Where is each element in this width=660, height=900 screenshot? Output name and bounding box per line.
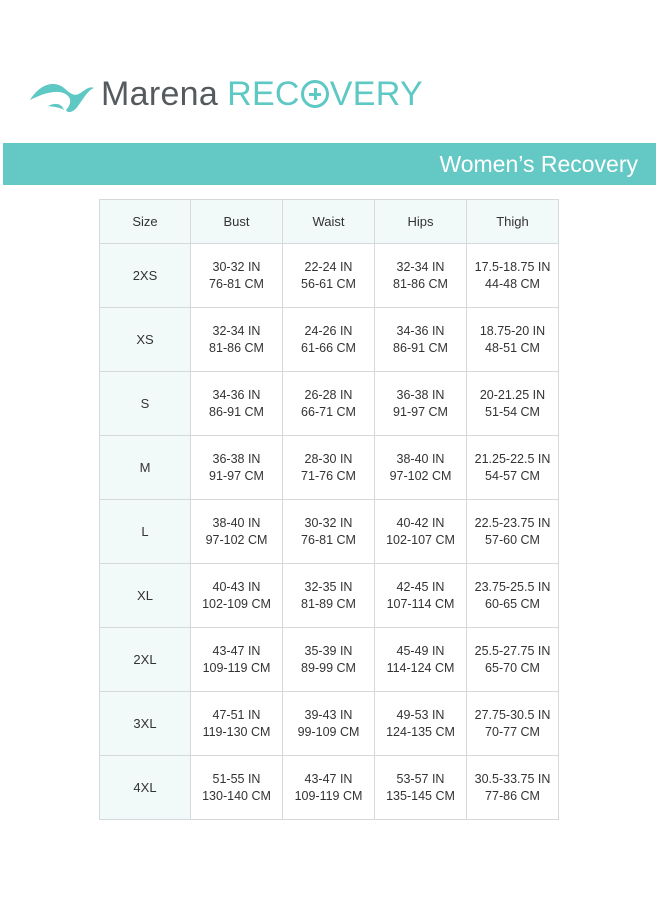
wave-logo-icon (28, 76, 96, 116)
hips-in: 49-53 IN (396, 707, 445, 722)
bust-in: 34-36 IN (212, 387, 261, 402)
bust-cell (191, 436, 283, 500)
thigh-in: 23.75-25.5 IN (474, 579, 551, 594)
waist-in: 30-32 IN (304, 515, 353, 530)
table-row (100, 756, 559, 820)
header-bust: Bust (191, 200, 283, 244)
thigh-in: 25.5-27.75 IN (474, 643, 551, 658)
thigh-cm: 54-57 CM (485, 468, 540, 483)
thigh-in: 17.5-18.75 IN (474, 259, 551, 274)
bust-cell (191, 372, 283, 436)
thigh-cell (467, 372, 559, 436)
thigh-cell (467, 756, 559, 820)
size-cell: XS (100, 308, 191, 372)
header-waist: Waist (283, 200, 375, 244)
table-row (100, 500, 559, 564)
size-cell: 3XL (100, 692, 191, 756)
bust-in: 43-47 IN (212, 643, 261, 658)
hips-cm: 102-107 CM (386, 532, 455, 547)
waist-cm: 99-109 CM (297, 724, 360, 739)
size-cell: M (100, 436, 191, 500)
thigh-cm: 65-70 CM (485, 660, 540, 675)
hips-cell (375, 628, 467, 692)
bust-cell (191, 308, 283, 372)
waist-cm: 76-81 CM (301, 532, 356, 547)
size-cell: 4XL (100, 756, 191, 820)
table-row (100, 308, 559, 372)
bust-cell (191, 564, 283, 628)
bust-cm: 86-91 CM (209, 404, 264, 419)
thigh-cell (467, 564, 559, 628)
waist-cell (283, 500, 375, 564)
bust-in: 30-32 IN (212, 259, 261, 274)
waist-in: 22-24 IN (304, 259, 353, 274)
hips-cm: 135-145 CM (386, 788, 455, 803)
table-header-row (100, 200, 559, 244)
thigh-cm: 48-51 CM (485, 340, 540, 355)
hips-cm: 86-91 CM (393, 340, 448, 355)
table-row (100, 372, 559, 436)
section-banner (3, 143, 656, 185)
waist-cell (283, 372, 375, 436)
bust-in: 40-43 IN (212, 579, 261, 594)
bust-cm: 109-119 CM (202, 660, 271, 675)
size-cell: 2XS (100, 244, 191, 308)
hips-cell (375, 756, 467, 820)
marena-recovery-logo (28, 70, 423, 120)
thigh-cell (467, 436, 559, 500)
hips-in: 36-38 IN (396, 387, 445, 402)
thigh-cm: 44-48 CM (485, 276, 540, 291)
waist-cm: 56-61 CM (301, 276, 356, 291)
bust-cell (191, 500, 283, 564)
thigh-cell (467, 308, 559, 372)
thigh-in: 20-21.25 IN (479, 387, 546, 402)
header-thigh: Thigh (467, 200, 559, 244)
logo-subbrand-pre: REC (227, 75, 300, 113)
waist-in: 28-30 IN (304, 451, 353, 466)
bust-in: 32-34 IN (212, 323, 261, 338)
bust-cm: 119-130 CM (202, 724, 271, 739)
hips-in: 34-36 IN (396, 323, 445, 338)
bust-cm: 130-140 CM (202, 788, 271, 803)
thigh-cm: 70-77 CM (485, 724, 540, 739)
hips-cell (375, 436, 467, 500)
hips-in: 38-40 IN (396, 451, 445, 466)
waist-in: 26-28 IN (304, 387, 353, 402)
hips-in: 45-49 IN (396, 643, 445, 658)
bust-cell (191, 244, 283, 308)
thigh-in: 18.75-20 IN (479, 323, 546, 338)
waist-cell (283, 628, 375, 692)
waist-cell (283, 244, 375, 308)
thigh-in: 27.75-30.5 IN (474, 707, 551, 722)
hips-cell (375, 244, 467, 308)
hips-cm: 107-114 CM (386, 596, 455, 611)
hips-cm: 91-97 CM (393, 404, 448, 419)
waist-cm: 66-71 CM (301, 404, 356, 419)
hips-cell (375, 500, 467, 564)
table-row (100, 564, 559, 628)
waist-in: 35-39 IN (304, 643, 353, 658)
thigh-in: 21.25-22.5 IN (474, 451, 551, 466)
waist-cm: 61-66 CM (301, 340, 356, 355)
hips-in: 42-45 IN (396, 579, 445, 594)
hips-in: 40-42 IN (396, 515, 445, 530)
size-cell: L (100, 500, 191, 564)
size-chart-table (99, 199, 559, 820)
logo-wordmark (101, 74, 423, 114)
hips-cm: 114-124 CM (386, 660, 455, 675)
size-cell: XL (100, 564, 191, 628)
banner-title: Women’s Recovery (439, 151, 638, 177)
logo-brand-text: Marena (101, 75, 219, 113)
thigh-cm: 57-60 CM (485, 532, 540, 547)
hips-cell (375, 692, 467, 756)
table-body (100, 244, 559, 820)
bust-in: 38-40 IN (212, 515, 261, 530)
hips-cm: 97-102 CM (389, 468, 452, 483)
thigh-cm: 51-54 CM (485, 404, 540, 419)
bust-cell (191, 756, 283, 820)
waist-cm: 89-99 CM (301, 660, 356, 675)
waist-cell (283, 308, 375, 372)
logo-subbrand-text (227, 75, 423, 113)
thigh-cell (467, 628, 559, 692)
hips-cell (375, 372, 467, 436)
waist-cm: 81-89 CM (301, 596, 356, 611)
header-size: Size (100, 200, 191, 244)
waist-cell (283, 436, 375, 500)
waist-cell (283, 564, 375, 628)
thigh-cm: 60-65 CM (485, 596, 540, 611)
thigh-cm: 77-86 CM (485, 788, 540, 803)
waist-in: 43-47 IN (304, 771, 353, 786)
size-cell: S (100, 372, 191, 436)
bust-cm: 91-97 CM (209, 468, 264, 483)
waist-in: 32-35 IN (304, 579, 353, 594)
bust-cell (191, 628, 283, 692)
thigh-in: 30.5-33.75 IN (474, 771, 551, 786)
thigh-cell (467, 692, 559, 756)
waist-in: 24-26 IN (304, 323, 353, 338)
bust-cm: 102-109 CM (202, 596, 271, 611)
bust-cm: 81-86 CM (209, 340, 264, 355)
hips-cell (375, 308, 467, 372)
medical-cross-icon (301, 80, 329, 108)
thigh-cell (467, 244, 559, 308)
hips-cell (375, 564, 467, 628)
bust-cell (191, 692, 283, 756)
waist-cell (283, 692, 375, 756)
bust-cm: 97-102 CM (205, 532, 268, 547)
hips-in: 32-34 IN (396, 259, 445, 274)
table-row (100, 244, 559, 308)
waist-cm: 109-119 CM (294, 788, 363, 803)
waist-in: 39-43 IN (304, 707, 353, 722)
bust-in: 47-51 IN (212, 707, 261, 722)
bust-cm: 76-81 CM (209, 276, 264, 291)
hips-in: 53-57 IN (396, 771, 445, 786)
table-row (100, 692, 559, 756)
hips-cm: 81-86 CM (393, 276, 448, 291)
bust-in: 36-38 IN (212, 451, 261, 466)
header-hips: Hips (375, 200, 467, 244)
size-cell: 2XL (100, 628, 191, 692)
table-row (100, 628, 559, 692)
hips-cm: 124-135 CM (386, 724, 455, 739)
bust-in: 51-55 IN (212, 771, 261, 786)
waist-cell (283, 756, 375, 820)
thigh-in: 22.5-23.75 IN (474, 515, 551, 530)
table-row (100, 436, 559, 500)
logo-subbrand-post: VERY (329, 75, 423, 113)
waist-cm: 71-76 CM (301, 468, 356, 483)
thigh-cell (467, 500, 559, 564)
